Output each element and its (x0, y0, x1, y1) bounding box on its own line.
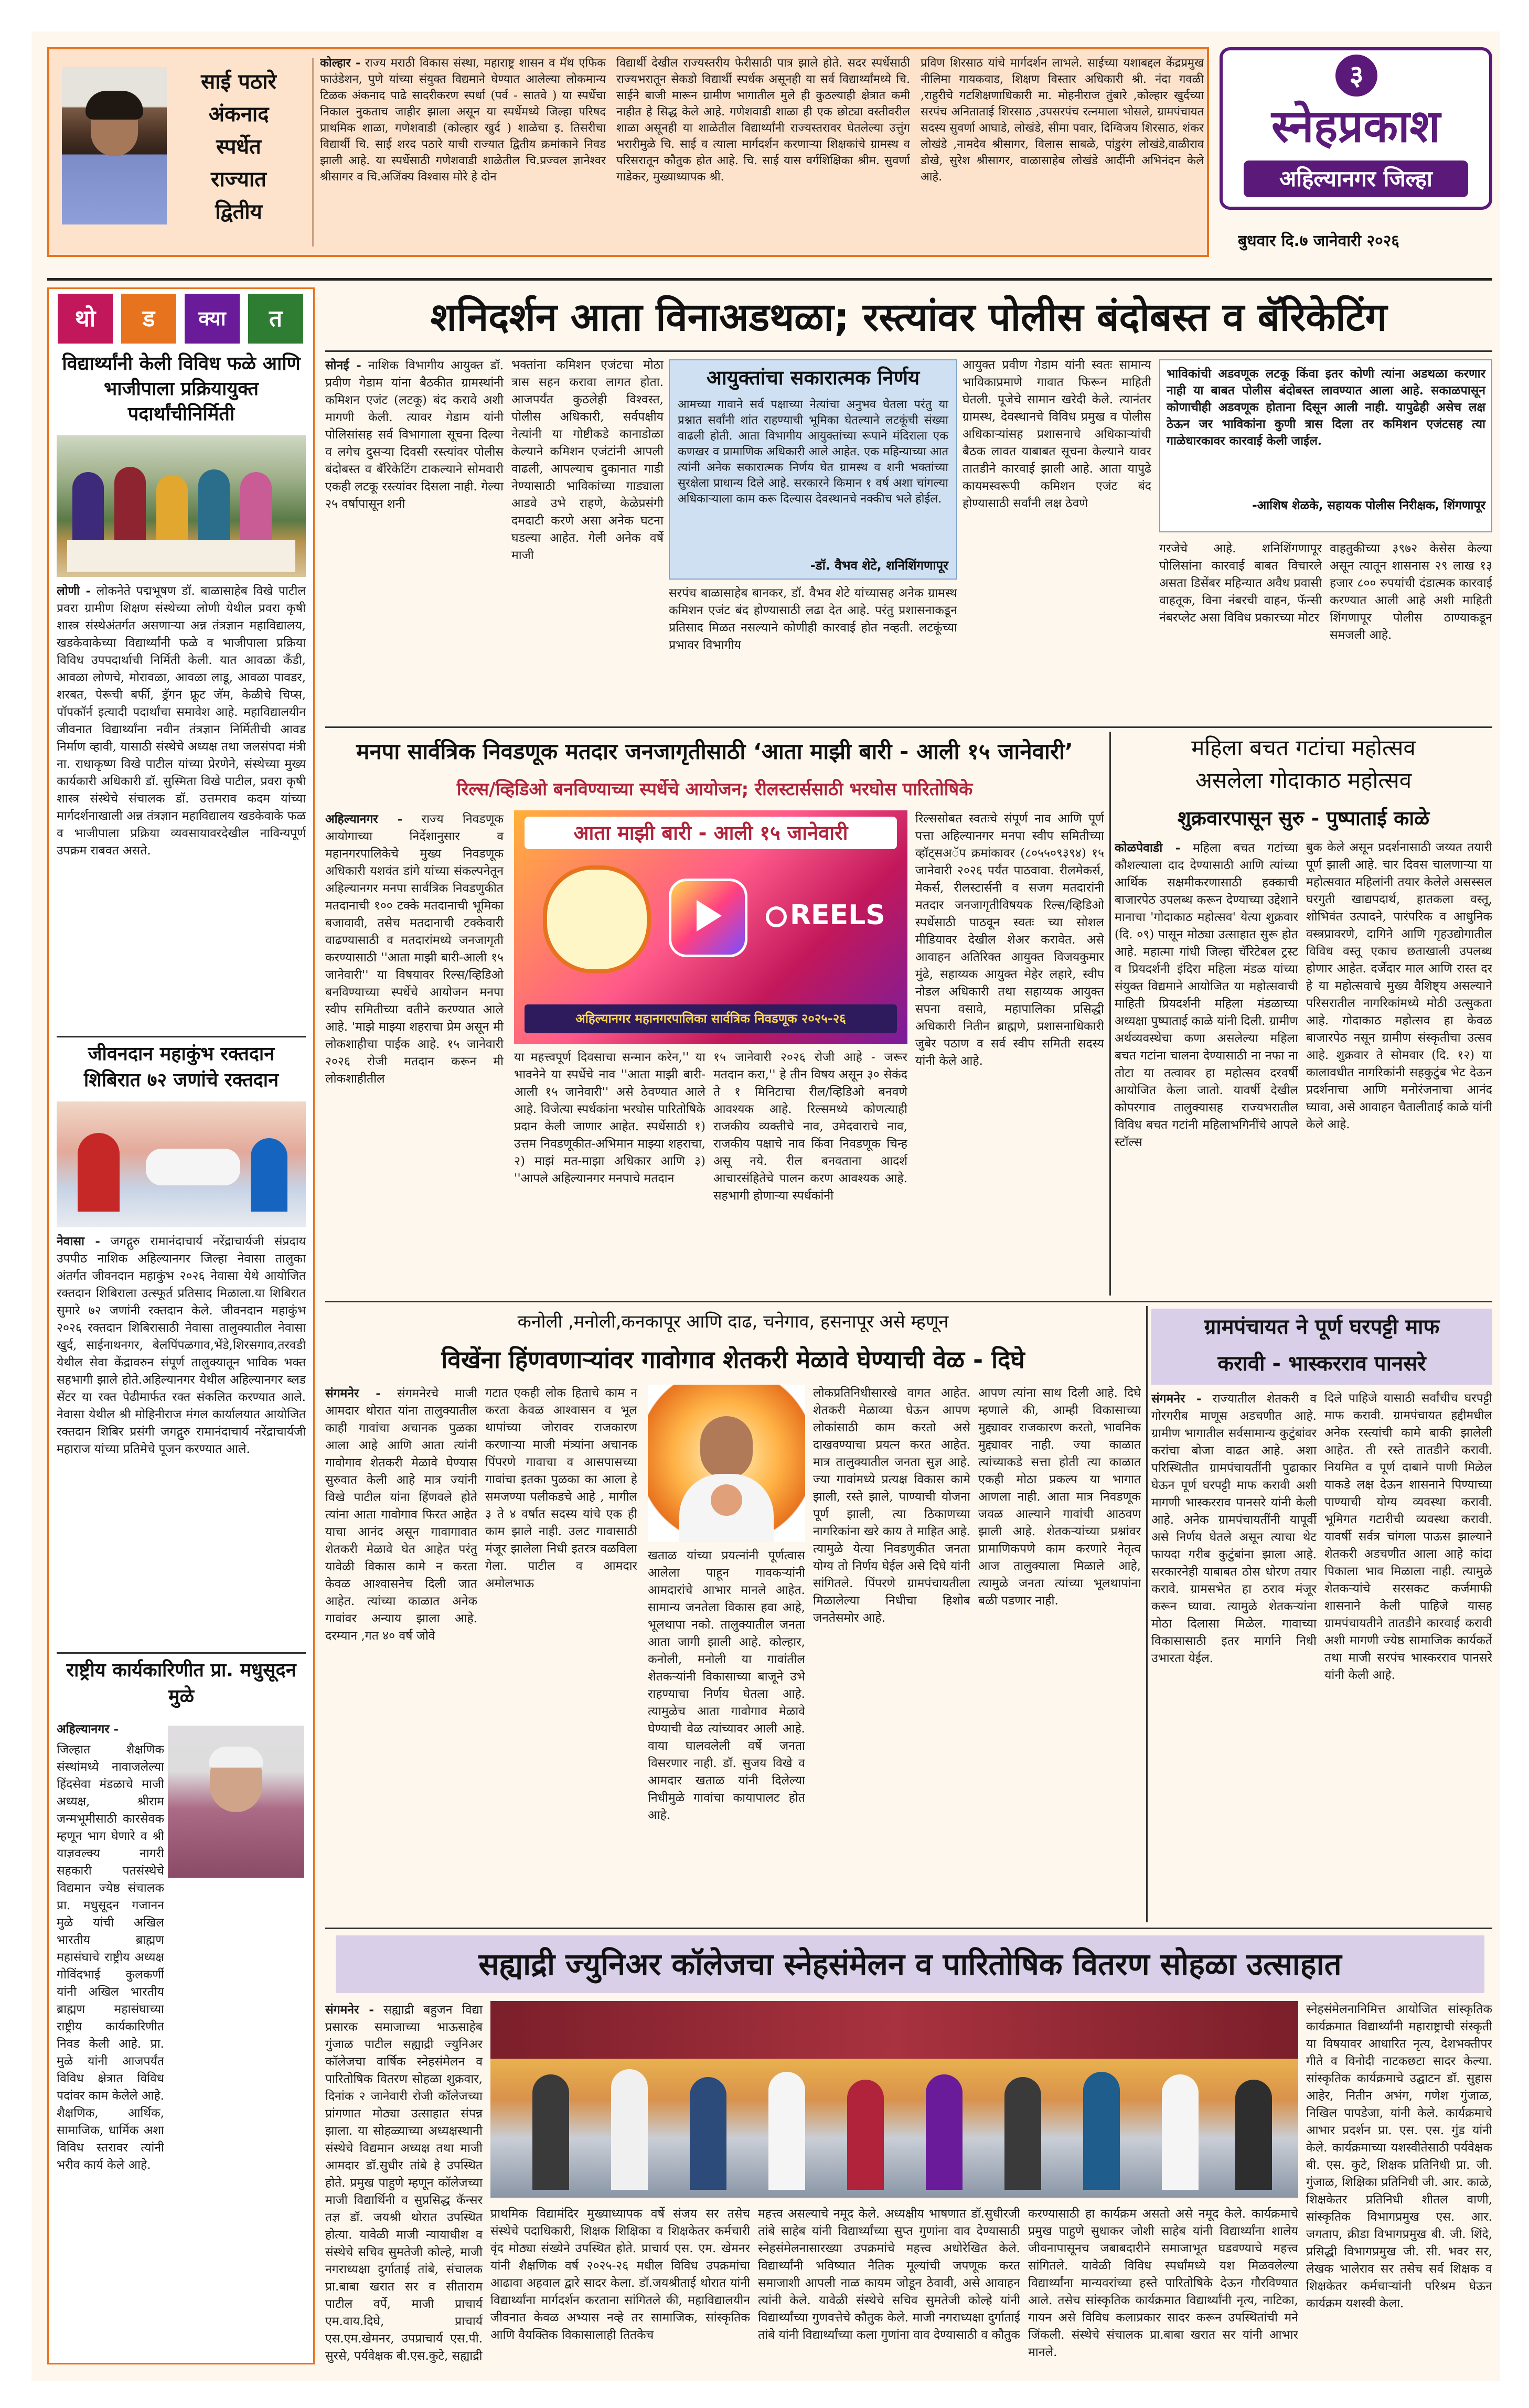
lead-quote-box (1159, 359, 1492, 532)
lead-box-title: आयुक्तांचा सकारात्मक निर्णय (706, 366, 920, 389)
top-headline-line: द्वितीय (215, 200, 262, 224)
reels-label (766, 897, 892, 934)
women-col1-text: महिला बचत गटांच्या कौशल्याला दाद देण्यासाठी आणि त्यांच्या आर्थिक सक्षमीकरणासाठी हक्काची बाजारपेठ उपलब्ध करून देण्याच्या उद्देशाने मानाचा 'गोदाकाठ महोत्सव' येत्या शुक्रवार (दि. ०९) पासून मोठ्या उत्साहात सुरू होत आहे. महात्मा गांधी जिल्हा चॅरिटेबल ट्रस्ट व प्रियदर्शनी इंदिरा महिला मंडळ यांच्या संयुक्त विद्यमाने आयोजित या महोत्सवाची माहिती प्रियदर्शनी महिला मंडळाच्या अध्यक्षा पुष्पाताई काळे यांनी दिली. ग्रामीण अर्थव्यवस्थेचा कणा असलेल्या महिला बचत गटांना चालना देण्यासाठी ना नफा ना तोटा या तत्वावर हा महोत्सव दरवर्षी आयोजित केला जातो. यावर्षी देखील कोपरगाव तालुक्यासह राज्यभरातील विविध बचत गटांनी महिलाभगिनींचे आपले स्टॉल्स (1115, 841, 1298, 1149)
mnp-col2: या महत्त्वपूर्ण दिवसाचा सन्मान करेन,'' या भावनेने या स्पर्धेचे नाव ''आता माझी बारी-आली १५ जानेवारी'' असे ठेवण्यात आले आहे. विजेत्या स्पर्धकांना भरघोस पारितोषिके प्रदान केली जाणार आहेत. स्पर्धेसाठी १) उत्तम निवडणूकीत-अभिमान माझ्या शहराचा, २) माझं मत-माझा अधिकार आणि ३) ''आपले अहिल्यानगर मनपाचे मतदान (514, 1051, 705, 1185)
sidebar-label-char: त (248, 294, 303, 344)
women-headline-line: महिला बचत गटांचा महोत्सव (1191, 735, 1416, 761)
farmers-col1 (325, 1385, 477, 1920)
sidebar-story3-photo (168, 1726, 304, 1878)
top-headline-line: स्पर्धेत (216, 135, 261, 159)
gp-headline-line: ग्रामपंचायत ने पूर्ण घरपट्टी माफ (1204, 1315, 1440, 1339)
top-headline-line: अंकनाद (208, 102, 269, 126)
sidebar-label-char: थो (58, 294, 113, 344)
college-event-photo (490, 2001, 1298, 2198)
sidebar-story1-body (57, 582, 306, 1028)
reels-text: REELS (790, 900, 885, 931)
college-col1 (325, 2001, 483, 2373)
mnp-col1-text: राज्य निवडणूक आयोगाच्या निर्देशानुसार व महानगरपालिकेचे मुख्य निवडणूक अधिकारी यशवंत डांगे यांच्या संकल्पनेतून अहिल्यानगर मनपा सार्वत्रिक निवडणुकीत मतदानाची १०० टक्के मतदानाची भूमिका बजावावी, तसेच मतदानाची टक्केवारी वाढण्यासाठी व मतदारांमध्ये जनजागृती करण्यासाठी ''आता माझी बारी-आली १५ जानेवारी'' या विषयावर रिल्स/व्हिडिओ बनविण्याच्या स्पर्धेचे आयोजन मनपा स्वीप समितीच्या वतीने करण्यात आले आहे. 'माझे माझ्या शहराचा प्रेम असून मी लोकशाहीचा पाईक आहे. १५ जानेवारी २०२६ रोजी मतदान करून मी लोकशाहीतील (325, 812, 504, 1086)
paper-name: स्नेहप्रकाश (1271, 100, 1440, 153)
date-line: बुधवार दि.७ जानेवारी २०२६ (1238, 232, 1399, 250)
mnp-headline: मनपा सार्वत्रिक निवडणूक मतदार जनजागृतीसाठी ‘आता माझी बारी - आली १५ जानेवारी’ (356, 739, 1073, 764)
top-story-byline: कोल्हार - (320, 56, 361, 70)
lead-box-sign: -डॉ. वैभव शेटे, शनिशिंगणापूर (810, 558, 948, 573)
sidebar-story1-byline: लोणी - (57, 584, 91, 598)
lead-col6: वाहतुकीच्या ३९७२ केसेस केल्या असून त्यातून शासनास २९ लाख १३ हजार ८०० रुपयांची दंडात्मक कारवाई करण्यात आली आहे अशी माहिती शिंगणापूर पोलीस ठाण्याकडून समजली आहे. (1330, 542, 1492, 642)
top-story-text: राज्य मराठी विकास संस्था, महाराष्ट्र शासन व मॅथ एफिक फाउंडेशन, पुणे यांच्या संयुक्त विद्यमाने घेण्यात आलेल्या लोकमान्य टिळक अंकनाद पाढे सादरीकरण स्पर्धा (पर्व - सातवे ) या स्पर्धेचा निकाल नुकताच जाहीर झाला असून या स्पर्धेमध्ये जिल्हा परिषद प्राथमिक शाळा, गणेशवाडी (कोल्हार खुर्द ) शाळेचा इ. तिसरीचा विद्यार्थी चि. साई शरद पठारे याची राज्यात द्वितीय क्रमांकाने निवड झाली आहे. या स्पर्धेसाठी गणेशवाडी शाळेतील चि.प्रज्वल ज्ञानेश्वर श्रीसागर व चि.अजिंक्य विश्वास मोरे हे दोन (320, 57, 606, 184)
reels-play-icon (669, 879, 747, 957)
mnp-banner-title: आता माझी बारी - आली १५ जानेवारी (525, 817, 897, 849)
women-col2: बुक केले असून प्रदर्शनासाठी जय्यत तयारी पूर्ण झाली आहे. चार दिवस चालणाऱ्या या महोत्सवात महिलांनी तयार केलेले असस्सल घरगुती खाद्यपदार्थ, हातकला वस्तू, शोभिवंत उत्पादने, पारंपरिक व आधुनिक वस्त्रप्रावरणे, दागिने आणि गृहउद्योगातील विविध वस्तू एकाच छताखाली उपलब्ध होणार आहेत. दर्जेदार माल आणि रास्त दर हे या महोत्सवाचे मुख्य वैशिष्ट्य असल्याने परिसरातील नागरिकांमध्ये मोठी उत्सुकता आहे. गोदाकाठ महोत्सव हा केवळ बाजारपेठ नसून ग्रामीण संस्कृतीचा उत्सव आहे. शुक्रवार ते सोमवार (दि. १२) या कालावधीत नागरिकांनी सहकुटुंब भेट देऊन प्रदर्शनाचा आणि मनोरंजनाचा आनंद घ्यावा, असे आवाहन चैतालीताई काळे यांनी केले आहे. (1306, 841, 1492, 1131)
masthead (1220, 47, 1492, 210)
sidebar-story2-body (57, 1233, 306, 1642)
farmers-col3: खताळ यांच्या प्रयत्नांनी पूर्णत्वास आलेला पाहून गावकऱ्यांनी आमदारांचे आभार मानले आहेत. सामान्य जनतेला विकास हवा आहे, भूलथापा नको. तालुक्यातील जनता आता जागी झाली आहे. कोल्हार, कनोली, मनोली या गावांतील शेतकऱ्यांनी विकासाच्या बाजूने उभे राहण्याचा निर्णय घेतला आहे. त्यामुळेच आता गावोगाव मेळावे घेण्याची वेळ त्यांच्यावर आली आहे. वाया घालवलेली वर्षे जनता विसरणार नाही. डॉ. सुजय विखे व आमदार खताळ यांनी दिलेल्या निधीमुळे गावांचा कायापालट होत आहे. (648, 1549, 805, 1822)
college-byline: संगमनेर - (325, 2003, 374, 2017)
farmers-col2: गटात एकही लोक हिताचे काम न करता केवळ आश्वासन व भूल थापांच्या जोरावर राजकारण करणाऱ्या माजी मंत्र्यांना अचानक पिंपरणे गावाचा व आसपासच्या गावांचा इतका पुळका का आला हे समजण्या पलीकडचे आहे , मागील ३ ते ४ वर्षात सदस्य यांचे एक ही काम झाले नाही. उलट गावासाठी मंजूर झालेला निधी इतरत्र वळविला गेला. पाटील व आमदार अमोलभाऊ (485, 1386, 637, 1590)
sidebar-story3-headline: राष्ट्रीय कार्यकारिणीत प्रा. मधुसूदन मुळे (66, 1660, 296, 1707)
sidebar-story3-body: जिल्हात शैक्षणिक संस्थांमध्ये नावाजलेल्या हिंदसेवा मंडळाचे माजी अध्यक्ष, श्रीराम जन्मभूमीसाठी कारसेवक म्हणून भाग घेणारे व श्री याज्ञवल्क्य नागरी सहकारी पतसंस्थेचे विद्यमान ज्येष्ठ संचालक प्रा. मधुसूदन गजानन मुळे यांची अखिल भारतीय ब्राह्मण महासंघाचे राष्ट्रीय अध्यक्ष गोविंदभाई कुलकर्णी यांनी अखिल भारतीय ब्राह्मण महासंघाच्या राष्ट्रीय कार्यकारिणीत निवड केली आहे. प्रा. मुळे यांनी आजपर्यंत विविध क्षेत्रात विविध पदांवर काम केलेले आहे. शैक्षणिक, आर्थिक, सामाजिक, धार्मिक अशा विविध स्तरावर त्यांनी भरीव कार्य केले आहे. (57, 1743, 164, 2172)
lead-byline: सोनई - (325, 358, 361, 372)
gp-byline: संगमनेर - (1151, 1392, 1202, 1406)
sidebar-story1-headline: विद्यार्थ्यांनी केली विविध फळे आणि भाजीपाला प्रक्रियायुक्त पदार्थांचीनिर्मिती (62, 353, 301, 425)
top-story-col2: विद्यार्थी देखील राज्यस्तरीय फेरीसाठी पात्र झाले होते. सदर स्पर्धेसाठी राज्यभरातून सेकडो विद्यार्थी स्पर्धक असूनही या सर्व विद्यार्थ्यांमध्ये चि. साईने बाजी मारून ग्रामीण भागातील मुले ही कुठल्याही क्षेत्रात कमी नाहीत हे सिद्ध केले आहे. गणेशवाडी शाळा ही एक छोट्या वस्तीवरील शाळा असूनही या शाळेतील विद्यार्थ्यांनी राज्यस्तरावर घेतलेल्या उत्तुंग भरारीमुळे चि. साई व त्याला मार्गदर्शन करणाऱ्या शिक्षकांचे ग्रामस्थ व परिसरातून कौतुक होत आहे. चि. साई यास वर्गशिक्षिका श्रीम. सुवर्णा गाडेकर, मुख्याध्यापक श्री. (616, 57, 910, 184)
top-headline-line: साई पठारे (201, 70, 276, 94)
mnp-subhead: रिल्स/व्हिडिओ बनविण्याच्या स्पर्धेचे आयोजन; रीलस्टार्ससाठी भरघोस पारितोषिके (456, 779, 973, 800)
mnp-banner (514, 810, 907, 1044)
farmers-col5: आपण त्यांना साथ दिली आहे. दिघे म्हणाले की, आम्ही विकासाच्या मुद्द्यावर राजकारण करतो, भावनिक मुद्द्यावर नाही. ज्या काळात त्यांच्याकडे सत्ता होती त्या काळात एकही मोठा प्रकल्प या भागात आणला नाही. आता मात्र निवडणूक जवळ आल्याने गावांची आठवण झाली आहे. शेतकऱ्यांच्या प्रश्नांवर प्रामाणिकपणे काम करणारे नेतृत्व आज तालुक्याला मिळाले आहे, त्यामुळे जनता त्यांच्या भूलथापांना बळी पडणार नाही. (978, 1386, 1141, 1608)
mnp-col4: रिल्ससोबत स्वतःचे संपूर्ण नाव आणि पूर्ण पत्ता अहिल्यानगर मनपा स्वीप समितीच्या व्हॉट्सअॅप क्रमांकावर (८०५५०९३९४) १५ जानेवारी २०२६ पर्यंत पाठवावा. रीलमेकर्स, मेकर्स, रीलस्टार्सनी व सजग मतदारांनी मतदार जनजागृतीविषयक रिल्स/व्हिडिओ स्पर्धेसाठी पाठवून स्वतः च्या सोशल मीडियावर देखील शेअर करावेत. असे आवाहन अतिरिक्त आयुक्त विजयकुमार मुंढे, सहाय्यक आयुक्त मेहेर लहारे, स्वीप नोडल अधिकारी तथा सहाय्यक आयुक्त सपना वसावे, महापालिका प्रसिद्धी अधिकारी नितीन ब्राह्मणे, प्रशासनाधिकारी जुबेर पठाण व सर्व स्वीप समिती सदस्य यांनी केले आहे. (915, 812, 1104, 1068)
mnp-col1 (325, 810, 504, 1296)
farmers-col1-text: संगमनेरचे माजी आमदार थोरात यांना तालुक्यातील काही गावांचा अचानक पुळका आला आहे आणि आता त्यांनी गावोगाव शेतकरी मेळावे घेण्यास सुरुवात केली आहे मात्र ज्यांनी विखे पाटील यांना हिंणवले होते त्यांना आता गावोगाव फिरत आहेत याचा आनंद असून गावागावात शेतकरी मेळावे घेत आहेत परंतु यावेळी विकास कामे न करता केवळ आश्वासनेच दिली जात आहेत. त्यांच्या काळात अनेक गावांवर अन्याय झाला आहे. दरम्यान ,गत ४० वर्ष जोवे (325, 1387, 477, 1643)
gp-headline-line: करावी - भास्करराव पानसरे (1217, 1352, 1426, 1376)
top-headline (173, 66, 304, 239)
sidebar-label-char: ड (121, 294, 176, 344)
farmers-col4: लोकप्रतिनिधीसारखे वागत आहेत. शेतकरी मेळाव्या घेऊन आपण लोकांसाठी काम करतो असे दाखवण्याचा प्रयत्न करत आहेत. मात्र तालुक्यातील जनता सुज्ञ आहे. ज्या गावांमध्ये प्रत्यक्ष विकास कामे झाली, रस्ते झाले, पाण्याची योजना पूर्ण झाली, त्या ठिकाणच्या नागरिकांना खरे काय ते माहित आहे. त्यामुळे येत्या निवडणुकीत जनता योग्य तो निर्णय घेईल असे दिघे यांनी सांगितले. पिंपरणे ग्रामपंचायतीला मिळालेल्या निधीचा हिशोब जनतेसमोर आहे. (813, 1386, 970, 1625)
college-col5: स्नेहसंमेलनानिमित्त आयोजित सांस्कृतिक कार्यक्रमात विद्यार्थ्यांनी महाराष्ट्राची संस्कृती या विषयावर आधारित नृत्य, देशभक्तीपर गीते व विनोदी नाटकछटा सादर केल्या. सांस्कृतिक कार्यक्रमाचे उद्घाटन डॉ. सुहास आहेर, नितीन अभंग, गणेश गुंजाळ, निखिल पापडेजा, यांनी केले. कार्यक्रमाचे आभार प्रदर्शन प्रा. एस. एस. गुंड यांनी केले. कार्यक्रमाच्या यशस्वीतेसाठी पर्यवेक्षक बी. एस. कुटे, शिक्षक प्रतिनिधी प्रा. जी. गुंजाळ, शिक्षिका प्रतिनिधी जी. आर. काळे, शिक्षकेतर प्रतिनिधी शीतल वाणी, सांस्कृतिक विभागप्रमुख एस. आर. जगताप, क्रीडा विभागप्रमुख बी. जी. शिंदे, प्रसिद्धी विभागप्रमुख जी. सी. भवर सर, लेखक भालेराव सर तसेच सर्व शिक्षक व शिक्षकेतर कर्मचाऱ्यांनी परिश्रम घेऊन कार्यक्रम यशस्वी केला. (1306, 2003, 1492, 2310)
women-subhead: शुक्रवारपासून सुरु - पुष्पाताई काळे (1177, 807, 1430, 830)
lead-col1-text: नाशिक विभागीय आयुक्त डॉ. प्रवीण गेडाम यांना बैठकीत ग्रामस्थांनी कमिशन एजंट (लटकू) बंद करावे अशी मागणी केली. त्यावर गेडाम यांनी पोलिसांसह सर्व विभागाला सूचना दिल्या व लगेच दुसऱ्या दिवसी रस्त्यांवर पोलीस बंदोबस्त व बॅरिकेटिंग टाकल्याने सोमवारी एकही लटकू रस्त्यांवर दिसला नाही. गेल्या २५ वर्षापासून शनी (325, 359, 504, 511)
lead-col4: आयुक्त प्रवीण गेडाम यांनी स्वतः सामान्य भाविकाप्रमाणे गावात फिरून माहिती घेतली. पूजेचे सामान खरेदी केले. त्यानंतर ग्रामस्थ, देवस्थानचे विविध प्रमुख व पोलीस अधिकाऱ्यांसह प्रशासनाचे अधिकाऱ्यांची बैठक लावत याबाबत सूचना केल्याने यावर तातडीने कारवाई झाली आहे. आता यापुढे कायमस्वरूपी कमिशन एजंट बंद होण्यासाठी सर्वांनी लक्ष ठेवणे (963, 358, 1151, 510)
lead-box-body: आमच्या गावाने सर्व पक्षाच्या नेत्यांचा अनुभव घेतला परंतु या प्रश्नात सर्वांनी शांत राहण्याची भूमिका घेतल्याने लटकूंची संख्या वाढली होती. आता विभागीय आयुक्तांच्या रूपाने मंदिराला एक कणखर व प्रामाणिक अधिकारी आले आहेत. एक महिन्याच्या आत त्यांनी अनेक सकारात्मक निर्णय घेत ग्रामस्थ व शनी भक्तांच्या सुरक्षेला प्राधान्य दिले आहे. सरकारने किमान १ वर्ष अशा चांगल्या अधिकाऱ्याला काम करू दिल्यास देवस्थानचे नक्कीच भले होईल. (678, 398, 948, 506)
top-story-col1 (320, 55, 606, 249)
gp-col2: दिले पाहिजे यासाठी सर्वांचीच घरपट्टी माफ करावी. ग्रामपंचायत हद्दीमधील अनेक रस्त्यांची कामे बाकी झालेली आहेत. ती रस्ते तातडीने करावी. नियमित व पूर्ण दाबाने पाणी मिळेल याकडे लक्ष देऊन शासनाने पिण्याच्या पाण्याची योग्य व्यवस्था करावी. भूमिगत गटारीची व्यवस्था करावी. यावर्षी सर्वत्र चांगला पाऊस झाल्याने शेतकरी अडचणीत आला आहे कांदा पिकाला भाव मिळाला नाही. त्यामुळे शेतकऱ्यांचे सरसकट कर्जमाफी शासनाने केली पाहिजे यासह ग्रामपंचायतीने तातडीने कारवाई करावी अशी मागणी ज्येष्ठ सामाजिक कार्यकर्ते तथा माजी सरपंच भास्करराव पानसरे यांनी केली आहे. (1324, 1392, 1492, 1682)
mnp-col3: १५ जानेवारी २०२६ रोजी आहे - जरूर मतदान करा,'' हे तीन विषय असून ३० सेकंद ते १ मिनिटाचा रील/व्हिडिओ बनवणे आवश्यक आहे. रिल्समध्ये कोणत्याही राजकीय व्यक्तीचे नाव, उमेदवाराचे नाव, राजकीय पक्षाचे नाव किंवा निवडणूक चिन्ह असू नये. रील बनवताना आदर्श आचारसंहितेचे पालन करण आवश्यक आहे. सहभागी होणाऱ्या स्पर्धकांनी (713, 1051, 907, 1203)
top-story-col3: प्रविण शिरसाठ यांचे मार्गदर्शन लाभले. साईच्या यशाबद्दल केंद्रप्रमुख नीलिमा गायकवाड, शिक्षण विस्तार अधिकारी श्री. नंदा गवळी ,राहुरीचे गटशिक्षणाधिकारी मा. मोहनीराज तुंबारे ,कोल्हार खुर्दच्या सरपंच अनिताताई शिरसाठ ,उपसरपंच रत्नमाला भोसले, ग्रामपंचायत सदस्य सुवर्णा आघाडे, लोखंडे, सीमा पवार, दिग्विजय शिरसाठ, शंकर लोखंडे ,नामदेव श्रीसागर, विलास साबळे, पांडुरंग लोखंडे,वाळीराव डोखे, सुरेश श्रीसागर, वाळासाहेब लोखंडे आदींनी अभिनंदन केले आहे. (921, 57, 1204, 184)
college-col1-text: सह्याद्री बहुजन विद्या प्रसारक समाजाच्या भाऊसाहेब गुंजाळ पाटील सह्याद्री ज्युनिअर कॉलेजचा वार्षिक स्नेहसंमेलन व पारितोषिक वितरण सोहळा शुक्रवार, दिनांक २ जानेवारी रोजी कॉलेजच्या प्रांगणात मोठ्या उत्साहात संपन्न झाला. या सोहळ्याच्या अध्यक्षस्थानी संस्थेचे विद्यमान अध्यक्ष तथा माजी आमदार डॉ.सुधीर तांबे हे उपस्थित होते. प्रमुख पाहुणे म्हणून कॉलेजच्या माजी विद्यार्थिनी व सुप्रसिद्ध कॅन्सर तज्ञ डॉ. जयश्री थोरात उपस्थित होत्या. यावेळी माजी न्यायाधीश व संस्थेचे सचिव सुमतेजी कोल्हे, माजी नगराध्यक्षा दुर्गाताई तांबे, संचालक प्रा.बाबा खरात सर व सीताराम पाटील वर्पे, माजी प्राचार्य एम.वाय.दिघे, प्राचार्य एस.एम.खेमनर, उपप्राचार्य एस.पी. सुरसे, पर्यवेक्षक बी.एस.कुटे, सह्याद्री (325, 2003, 483, 2363)
women-col1 (1115, 839, 1298, 1296)
sidebar-story3-byline: अहिल्यानगर - (57, 1722, 119, 1736)
lead-quote-sign: -आशिष शेळके, सहायक पोलीस निरीक्षक, शिंगणापूर (1252, 499, 1485, 512)
edition-name: अहिल्यानगर जिल्हा (1244, 160, 1468, 197)
college-headline: सह्याद्री ज्युनिअर कॉलेजचा स्नेहसंमेलन व पारितोषिक वितरण सोहळा उत्साहात (336, 1935, 1484, 1993)
women-headline (1115, 732, 1492, 800)
reels-record-icon (766, 906, 787, 927)
farmers-headline: विखेंना हिंणवणाऱ्यांवर गावोगाव शेतकरी मेळावे घेण्याची वेळ - दिघे (441, 1345, 1025, 1374)
lead-headline: शनिदर्शन आता विनाअडथळा; रस्त्यांवर पोलीस बंदोबस्त व बॅरिकेटिंग (430, 295, 1387, 340)
boy-photo (62, 67, 167, 224)
farmers-kicker: कनोली ,मनोली,कनकापूर आणि दाढ, चनेगाव, हसनापूर असे म्हणून (517, 1311, 949, 1332)
mnp-logo-emblem (543, 865, 651, 973)
gp-col1 (1151, 1390, 1317, 1920)
sidebar-story2-photo (57, 1101, 306, 1227)
sidebar-label-char: क्या (185, 294, 240, 344)
farmers-byline: संगमनेर - (325, 1386, 381, 1400)
sidebar-story1-text: लोकनेते पद्मभूषण डॉ. बाळासाहेब विखे पाटील प्रवरा ग्रामीण शिक्षण संस्थेच्या लोणी येथील प्रवरा कृषी शास्त्र संस्थेअंतर्गत असणाऱ्या अन्न तंत्रज्ञान महाविद्यालय, खडकेवाकेच्या विद्यार्थ्यांनी फळे व भाजीपाला प्रक्रिया विविध उपपदार्थाची निर्मिती केली. यात आवळा कँडी, आवळा लोणचे, मोरावळा, आवळा लाडू, आवळा पावडर, शरबत, पेरूची बर्फी, ड्रॅगन फ्रूट जॅम, केळीचे चिप्स, पॉपकॉर्न इत्यादी पदार्थांचा समावेश आहे. महाविद्यालयीन जीवनात विद्यार्थ्यांना नवीन तंत्रज्ञान निर्मितीची आवड निर्माण व्हावी, यासाठी संस्थेचे अध्यक्ष तथा जलसंपदा मंत्री ना. राधाकृष्ण विखे पाटील यांच्या प्रेरणेने, संस्थेच्या मुख्य कार्यकारी अधिकारी डॉ. सुस्मिता विखे पाटील, प्रवरा कृषी शास्त्र संस्थेचे संचालक डॉ. उत्तमराव कदम यांच्या मार्गदर्शनाखाली अन्न तंत्रज्ञान महाविद्यालय खडकेवाके फळ व भाजीपाला प्रक्रिया व्यवसायावरदेखील नाविन्यपूर्ण उपक्रम राबवत असते. (57, 584, 306, 858)
women-headline-line: असलेला गोदाकाठ महोत्सव (1195, 767, 1412, 793)
sidebar-story2-headline: जीवनदान महाकुंभ रक्तदान शिबिरात ७२ जणांचे रक्तदान (83, 1043, 279, 1091)
mnp-banner-footer: अहिल्यानगर महानगरपालिका सार्वत्रिक निवडणूक २०२५-२६ (525, 1004, 897, 1033)
lead-box (669, 359, 957, 580)
lead-col1 (325, 357, 504, 719)
lead-quote-body: भाविकांची अडवणूक लटकू किंवा इतर कोणी त्यांना अडथळा करणार नाही या बाबत पोलीस बंदोबस्त लावण्यात आला आहे. सकाळपासून कोणाचीही अडवणूक होताना दिसून आली नाही. यापुढेही असेच लक्ष ठेऊन जर भाविकांना कुणी त्रास दिला तर कमिशन एजंटसह त्या गाळेधारकावर कारवाई केली जाईल. (1167, 367, 1485, 448)
lead-col2: भक्तांना कमिशन एजंटचा मोठा त्रास सहन करावा लागत होता. आजपर्यंत कुठलेही विश्वस्त, पोलीस अधिकारी, सर्वपक्षीय नेत्यांनी या गोष्टीकडे कानाडोळा केल्याने कमिशन एजंटांनी आपली वाढली, आपल्याच दुकानात गाडी नेण्यासाठी भाविकांच्या गाड्याला आडवे उभे राहणे, केळेप्रसंगी दमदाटी करणे असा अनेक घटना घडल्या आहेत. गेली अनेक वर्षे माजी (511, 358, 664, 562)
lead-col3: सरपंच बाळासाहेब बानकर, डॉ. वैभव शेटे यांच्यासह अनेक ग्रामस्थ कमिशन एजंट बंद होण्यासाठी लढा देत आहे. परंतु प्रशासनाकडून प्रतिसाद मिळत नसल्याने कोणीही कारवाई होत नव्हती. लटकूंच्या प्रभावर विभागीय (669, 586, 957, 652)
college-col4: करण्यासाठी हा कार्यक्रम असतो असे नमूद केले. कार्यक्रमाचे प्रमुख पाहुणे सुधाकर जोशी साहेब यांनी विद्यार्थ्यांना शालेय जीवनापासूनच जबाबदारीने समाजाभूत घडवण्याचे महत्त्व सांगितले. यावेळी विविध स्पर्धांमध्ये यश मिळवलेल्या विद्यार्थ्यांना मान्यवरांच्या हस्ते पारितोषिके देऊन गौरविण्यात आले. तसेच सांस्कृतिक कार्यक्रमात विद्यार्थ्यांनी नृत्य, नाटिका, गायन असे विविध कलाप्रकार सादर करून उपस्थितांची मने जिंकली. संस्थेचे संचालक प्रा.बाबा खरात सर यांनी आभार मानले. (1028, 2207, 1298, 2359)
gp-headline (1151, 1309, 1492, 1385)
college-col2: प्राथमिक विद्यामंदिर मुख्याध्यापक वर्षे संजय सर तसेच संस्थेचे पदाधिकारी, शिक्षक शिक्षिका व शिक्षकेतर कर्मचारी वृंद मोठ्या संख्येने उपस्थित होते. प्राचार्य एस. एम. खेमनर यांनी शैक्षणिक वर्ष २०२५-२६ मधील विविध उपक्रमांचा आढावा अहवाल द्वारे सादर केला. डॉ.जयश्रीताई थोरात यांनी विद्यार्थ्यांना मार्गदर्शन करताना सांगितले की, महाविद्यालयीन जीवनात केवळ अभ्यास नव्हे तर सामाजिक, सांस्कृतिक आणि वैयक्तिक विकासालाही तितकेच (490, 2207, 750, 2342)
gp-col1-text: राज्यातील शेतकरी व गोरगरीब माणूस अडचणीत आहे. ग्रामीण भागातील सर्वसामान्य कुटुंबांवर करांचा बोजा वाढत आहे. अशा परिस्थितीत ग्रामपंचायतींनी पुढाकार घेऊन पूर्ण घरपट्टी माफ करावी अशी मागणी भास्करराव पानसरे यांनी केली आहे. अनेक ग्रामपंचायतींनी यापूर्वी असे निर्णय घेतले असून त्याचा थेट फायदा गरीब कुटुंबांना झाला आहे. सरकारनेही याबाबत ठोस धोरण तयार करावे. ग्रामसभेत हा ठराव मंजूर करून घ्यावा. त्यामुळे शेतकऱ्यांना मोठा दिलासा मिळेल. गावाच्या विकासासाठी इतर मार्गाने निधी उभारता येईल. (1151, 1392, 1317, 1665)
lead-col5: गरजेचे आहे. शनिशिंगणापूर पोलिसांना कारवाई बाबत विचारले असता डिसेंबर महिन्यात अवैध प्रवासी वाहतूक, विना नंबरची वाहन, फॅन्सी नंबरप्लेट असा विविध प्रकारच्या मोटर (1159, 542, 1322, 625)
top-headline-line: राज्यात (211, 167, 266, 191)
page-number: ३ (1335, 55, 1377, 97)
sidebar-story2-text: जगद्गुरु रामानंदाचार्य नरेंद्राचार्यजी संप्रदाय उपपीठ नाशिक अहिल्यानगर जिल्हा नेवासा तालुका अंतर्गत जीवनदान महाकुंभ २०२६ नेवासा येथे आयोजित रक्तदान शिबिराला उत्स्फूर्त प्रतिसाद मिळाला.या शिबिरात सुमारे ७२ जणांनी रक्तदान केले. जीवनदान महाकुंभ २०२६ रक्तदान शिबिरासाठी नेवासा तालुक्यातील नेवासा खुर्द, साईनाथनगर, बेलपिंपळगाव,भेंडे,शिरसगाव,तरवडी येथील सेवा केंद्रावरुन संपूर्ण तालुक्यातून भाविक भक्त सहभागी झाले होते.अहिल्यानगर येथील अहिल्यानगर ब्लड सेंटर या रक्त पेढीमार्फत रक्त संकलित करण्यात आले. नेवासा येथील श्री मोहिनीराज मंगल कार्यालयात आयोजित रक्तदान शिबिर प्रसंगी जगद्गुरु रामानंदाचार्य नरेंद्राचार्यजी महाराज यांच्या प्रतिमेचे पूजन करण्यात आले. (57, 1235, 306, 1456)
mnp-byline: अहिल्यानगर - (325, 812, 403, 826)
sidebar-story1-photo (57, 435, 306, 577)
college-col3: महत्त्व असल्याचे नमूद केले. अध्यक्षीय भाषणात डॉ.सुधीरजी तांबे साहेब यांनी विद्यार्थ्यांच्या सुप्त गुणांना वाव देण्यासाठी स्नेहसंमेलनासारख्या उपक्रमांचे महत्त्व अधोरेखित केले. विद्यार्थ्यांनी भविष्यात नैतिक मूल्यांची जपणूक करत समाजाशी आपली नाळ कायम जोडून ठेवावी, असे आवाहन त्यांनी केले. यावेळी संस्थेचे सचिव सुमतेजी कोल्हे यांनी विद्यार्थ्यांच्या गुणवत्तेचे कौतुक केले. माजी नगराध्यक्षा दुर्गाताई तांबे यांनी विद्यार्थ्यांच्या कला गुणांना वाव देण्यासाठी व कौतुक (758, 2207, 1020, 2342)
farmers-portrait (648, 1385, 805, 1542)
sidebar-story2-byline: नेवासा - (57, 1234, 100, 1248)
women-byline: कोळपेवाडी - (1115, 841, 1181, 855)
sidebar-label-row (58, 294, 304, 344)
